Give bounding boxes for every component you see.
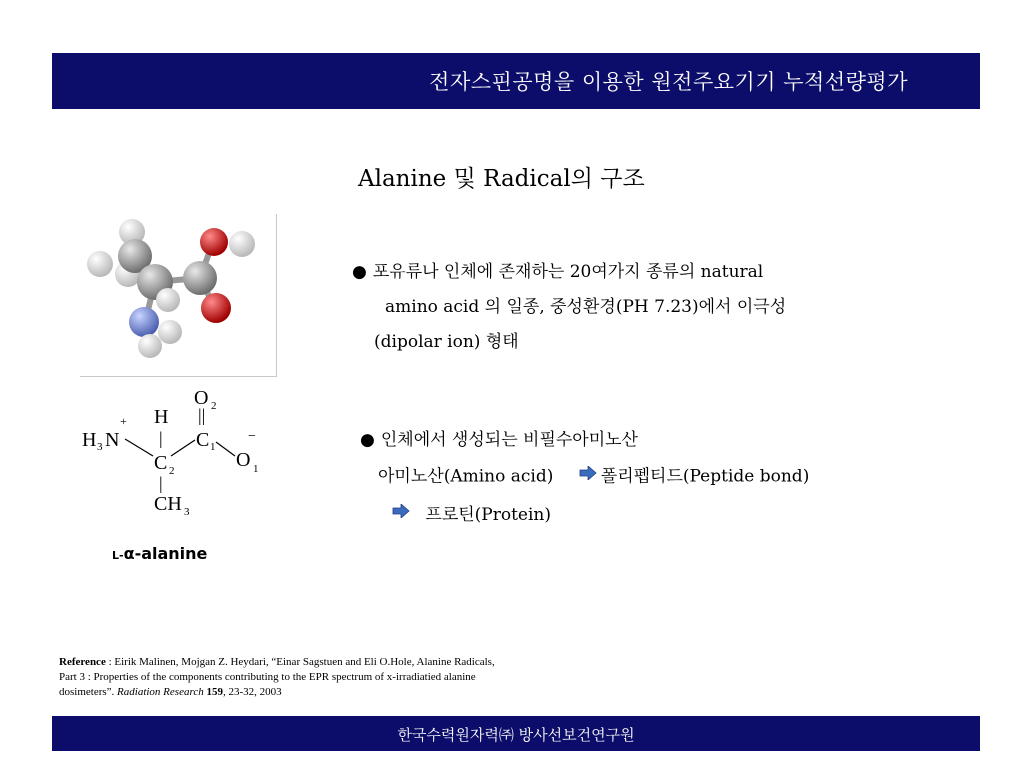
header-banner <box>52 53 980 109</box>
atom-c1-sub: 1 <box>210 441 216 453</box>
bond-ch3: | <box>159 473 163 493</box>
bullet-2-line-1 <box>360 423 809 458</box>
bullet-1-line-2: amino acid 의 일종, 중성환경(PH 7.23)에서 이극성 <box>385 297 787 317</box>
bullet-1-line-3: (dipolar ion) 형태 <box>374 332 519 352</box>
atom-h: H <box>154 406 169 428</box>
amino-acid-text: 아미노산(Amino acid) <box>378 466 554 487</box>
bullet-2-line-3 <box>360 496 809 534</box>
atom-h3: H <box>82 429 97 451</box>
atom-o1: O <box>236 449 251 471</box>
reference-label: Reference <box>59 656 106 668</box>
reference-journal: Radiation Research <box>117 686 204 698</box>
footer-banner <box>52 716 980 751</box>
bullet-block-1 <box>352 255 786 360</box>
footer-text: 한국수력원자력㈜ 방사선보건연구원 <box>397 726 635 744</box>
atom-c1: C <box>196 429 210 451</box>
right-arrow-icon <box>579 458 597 493</box>
alanine-label <box>112 544 207 563</box>
alanine-3d-model <box>80 214 277 377</box>
header-title: 전자스핀공명을 이용한 원전주요기기 누적선량평가 <box>429 70 908 94</box>
polypeptide-text: 폴리펩티드(Peptide bond) <box>600 466 810 487</box>
atom-h3-sub: 3 <box>97 441 103 453</box>
right-arrow-icon <box>392 496 410 531</box>
alanine-label-prefix: L- <box>112 549 124 562</box>
charge-minus: − <box>248 429 256 444</box>
group-ch3: CH <box>154 493 182 515</box>
alanine-label-main: α-alanine <box>123 544 208 563</box>
bullet-icon: ● <box>352 262 367 282</box>
atom-o2-sub: 2 <box>211 400 217 412</box>
atom-n: N <box>105 429 120 451</box>
bullet-block-2 <box>360 423 809 534</box>
bullet-2-line-2 <box>360 458 809 496</box>
bond-double: || <box>198 405 206 425</box>
protein-text: 프로틴(Protein) <box>425 504 552 525</box>
atom-o2: O <box>194 387 209 409</box>
reference-pages: , 23-32, 2003 <box>222 686 282 698</box>
charge-plus: + <box>120 414 127 428</box>
atom-c2: C <box>154 452 168 474</box>
bullet-1-line-1 <box>352 255 786 290</box>
atom-o1-sub: 1 <box>253 463 259 475</box>
bond-h: | <box>159 428 163 448</box>
slide-title: Alanine 및 Radical의 구조 <box>358 166 645 192</box>
group-ch3-sub: 3 <box>184 506 190 518</box>
alanine-structural-formula <box>78 382 278 526</box>
atom-c2-sub: 2 <box>169 465 175 477</box>
ball-and-stick-model-icon <box>80 214 276 376</box>
bullet-icon: ● <box>360 430 375 450</box>
reference-text: : Eirik Malinen, Mojgan Z. Heydari, “Einar Sagstuen and Eli O.Hole, Alanine Radicals, Part 3 : Properties of the components contributing to the EPR spectrum of x-irradiatied alanine dosimeters”. <box>59 656 495 698</box>
reference-volume: 159 <box>206 686 223 698</box>
bullet-1-text-1: 포유류나 인체에 존재하는 20여가지 종류의 natural <box>372 262 764 282</box>
bullet-2-text-1: 인체에서 생성되는 비필수아미노산 <box>380 430 638 450</box>
reference-citation <box>59 655 509 700</box>
